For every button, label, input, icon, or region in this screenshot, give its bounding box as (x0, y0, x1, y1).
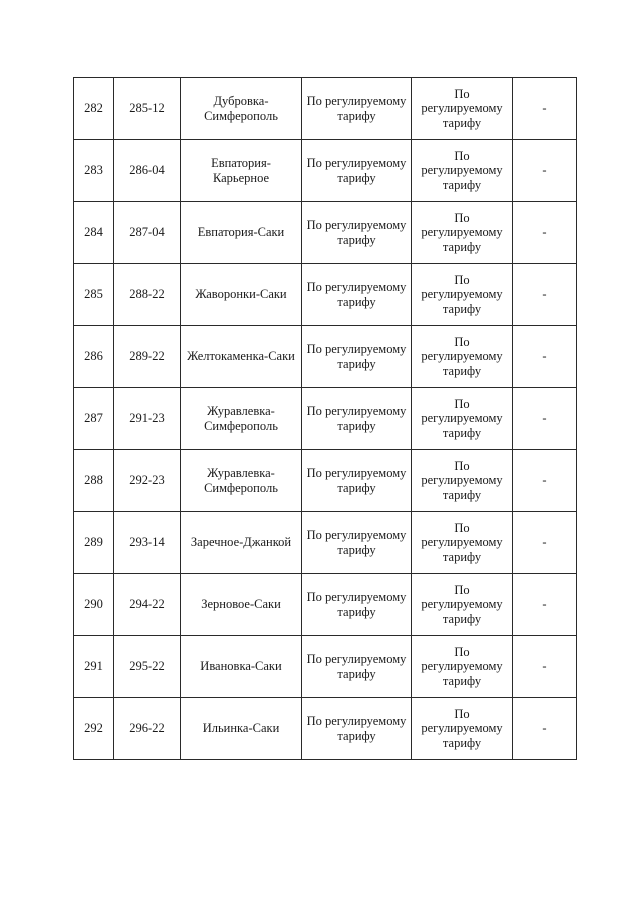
row-number-cell: 283 (74, 140, 114, 202)
tariff-type-cell: По регулируемому тарифу (302, 140, 412, 202)
route-code-cell: 291-23 (114, 388, 181, 450)
table-row (74, 512, 577, 574)
table-row (74, 636, 577, 698)
tariff-type-cell: По регулируемому тарифу (302, 698, 412, 760)
extra-cell: - (513, 698, 577, 760)
table-row (74, 698, 577, 760)
route-name-cell: Заречное-Джанкой (181, 512, 302, 574)
route-name-cell: Журавлевка- Симферополь (181, 450, 302, 512)
extra-cell: - (513, 78, 577, 140)
route-name-cell: Жаворонки-Саки (181, 264, 302, 326)
tariff-type-cell: По регулируемому тарифу (302, 574, 412, 636)
extra-cell: - (513, 512, 577, 574)
row-number-cell: 292 (74, 698, 114, 760)
route-name-cell: Евпатория- Карьерное (181, 140, 302, 202)
route-name-cell: Дубровка- Симферополь (181, 78, 302, 140)
route-code-cell: 285-12 (114, 78, 181, 140)
tariff-type-cell: По регулируемому тарифу (302, 202, 412, 264)
table-row (74, 326, 577, 388)
extra-cell: - (513, 574, 577, 636)
route-name-cell: Ивановка-Саки (181, 636, 302, 698)
route-code-cell: 288-22 (114, 264, 181, 326)
row-number-cell: 284 (74, 202, 114, 264)
route-name-cell: Евпатория-Саки (181, 202, 302, 264)
tariff-basis-cell: По регулируемому тарифу (412, 326, 513, 388)
tariff-type-cell: По регулируемому тарифу (302, 326, 412, 388)
table-row (74, 450, 577, 512)
route-code-cell: 295-22 (114, 636, 181, 698)
tariff-type-cell: По регулируемому тарифу (302, 512, 412, 574)
tariff-basis-cell: По регулируемому тарифу (412, 574, 513, 636)
tariff-basis-cell: По регулируемому тарифу (412, 78, 513, 140)
extra-cell: - (513, 450, 577, 512)
tariff-basis-cell: По регулируемому тарифу (412, 636, 513, 698)
route-code-cell: 286-04 (114, 140, 181, 202)
extra-cell: - (513, 388, 577, 450)
row-number-cell: 287 (74, 388, 114, 450)
tariff-type-cell: По регулируемому тарифу (302, 388, 412, 450)
extra-cell: - (513, 202, 577, 264)
tariff-type-cell: По регулируемому тарифу (302, 264, 412, 326)
table-row (74, 202, 577, 264)
route-code-cell: 289-22 (114, 326, 181, 388)
row-number-cell: 289 (74, 512, 114, 574)
routes-table (73, 77, 577, 760)
extra-cell: - (513, 140, 577, 202)
tariff-type-cell: По регулируемому тарифу (302, 78, 412, 140)
table-row (74, 388, 577, 450)
tariff-basis-cell: По регулируемому тарифу (412, 202, 513, 264)
table-row (74, 574, 577, 636)
tariff-basis-cell: По регулируемому тарифу (412, 450, 513, 512)
row-number-cell: 291 (74, 636, 114, 698)
tariff-type-cell: По регулируемому тарифу (302, 636, 412, 698)
routes-table-body (74, 78, 577, 760)
row-number-cell: 286 (74, 326, 114, 388)
tariff-basis-cell: По регулируемому тарифу (412, 512, 513, 574)
table-row (74, 78, 577, 140)
row-number-cell: 288 (74, 450, 114, 512)
route-code-cell: 294-22 (114, 574, 181, 636)
extra-cell: - (513, 326, 577, 388)
table-row (74, 264, 577, 326)
tariff-basis-cell: По регулируемому тарифу (412, 698, 513, 760)
table-row (74, 140, 577, 202)
route-name-cell: Ильинка-Саки (181, 698, 302, 760)
row-number-cell: 290 (74, 574, 114, 636)
tariff-basis-cell: По регулируемому тарифу (412, 264, 513, 326)
route-name-cell: Журавлевка- Симферополь (181, 388, 302, 450)
route-name-cell: Желтокаменка-Саки (181, 326, 302, 388)
route-name-cell: Зерновое-Саки (181, 574, 302, 636)
route-code-cell: 292-23 (114, 450, 181, 512)
tariff-type-cell: По регулируемому тарифу (302, 450, 412, 512)
row-number-cell: 282 (74, 78, 114, 140)
tariff-basis-cell: По регулируемому тарифу (412, 140, 513, 202)
route-code-cell: 293-14 (114, 512, 181, 574)
tariff-basis-cell: По регулируемому тарифу (412, 388, 513, 450)
extra-cell: - (513, 636, 577, 698)
extra-cell: - (513, 264, 577, 326)
route-code-cell: 287-04 (114, 202, 181, 264)
document-page (73, 77, 576, 760)
route-code-cell: 296-22 (114, 698, 181, 760)
row-number-cell: 285 (74, 264, 114, 326)
